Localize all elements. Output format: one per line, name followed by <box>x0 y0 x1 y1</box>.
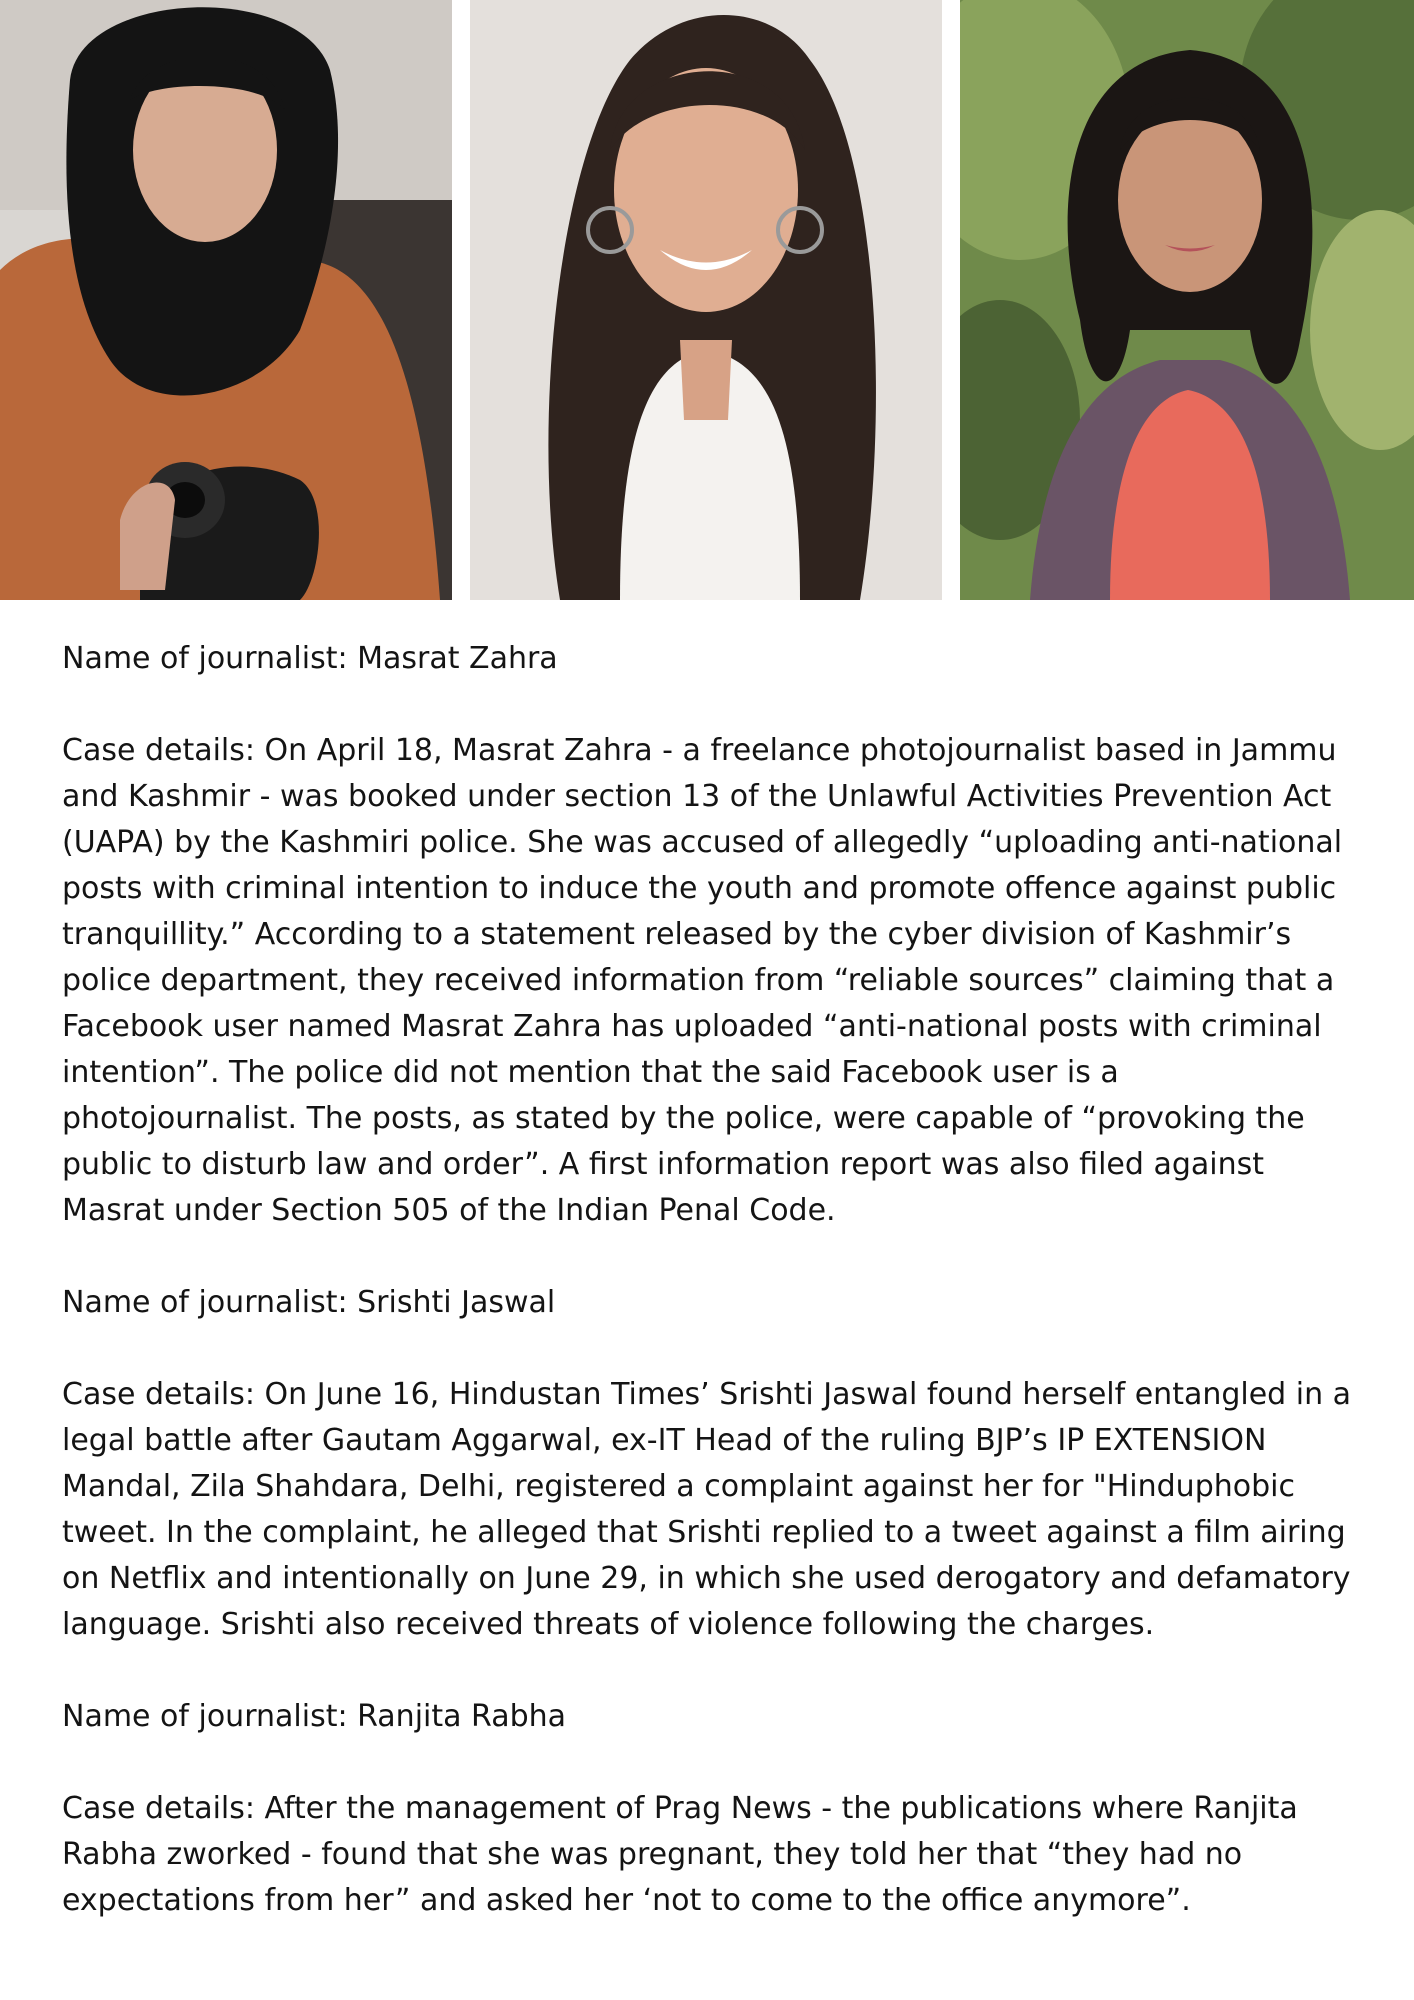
journalist-name: Name of journalist: Masrat Zahra <box>62 641 558 676</box>
journalist-entry <box>62 1280 1362 1648</box>
case-details: Case details: On June 16, Hindustan Times’ Srishti Jaswal found herself entangled in a legal battle after Gautam Aggarwal, ex-IT Head of the ruling BJP’s IP EXTENSION Mandal, Zila Shahdara, Delhi, registered a complaint against her for "Hinduphobic tweet. In the complaint, he alleged that Srishti replied to a tweet against a film airing on Netflix and intentionally on June 29, in which she used derogatory and defamatory language. Srishti also received threats of violence following the charges. <box>62 1377 1352 1642</box>
photo-ranjita-rabha <box>960 0 1414 600</box>
case-details: Case details: After the management of Prag News - the publications where Ranjita Rabha zworked - found that she was pregnant, they told her that “they had no expectations from her” and asked her ‘not to come to the office anymore”. <box>62 1791 1298 1918</box>
journalist-name: Name of journalist: Srishti Jaswal <box>62 1285 556 1320</box>
journalist-entry <box>62 1694 1362 1924</box>
photo-ranjita-rabha-image <box>960 0 1414 600</box>
photo-strip <box>0 0 1414 600</box>
article-body <box>62 636 1362 1924</box>
photo-masrat-zahra-image <box>0 0 452 600</box>
photo-srishti-jaswal <box>470 0 942 600</box>
photo-masrat-zahra <box>0 0 452 600</box>
journalist-entry <box>62 636 1362 1234</box>
journalist-name: Name of journalist: Ranjita Rabha <box>62 1699 567 1734</box>
photo-srishti-jaswal-image <box>470 0 942 600</box>
case-details: Case details: On April 18, Masrat Zahra - a freelance photojournalist based in Jammu and Kashmir - was booked under section 13 of the Unlawful Activities Prevention Act (UAPA) by the Kashmiri police. She was accused of allegedly “uploading anti-national posts with criminal intention to induce the youth and promote offence against public tranquillity.” According to a statement released by the cyber division of Kashmir’s police department, they received information from “reliable sources” claiming that a Facebook user named Masrat Zahra has uploaded “anti-national posts with criminal intention”. The police did not mention that the said Facebook user is a photojournalist. The posts, as stated by the police, were capable of “provoking the public to disturb law and order”. A first information report was also filed against Masrat under Section 505 of the Indian Penal Code. <box>62 733 1343 1228</box>
